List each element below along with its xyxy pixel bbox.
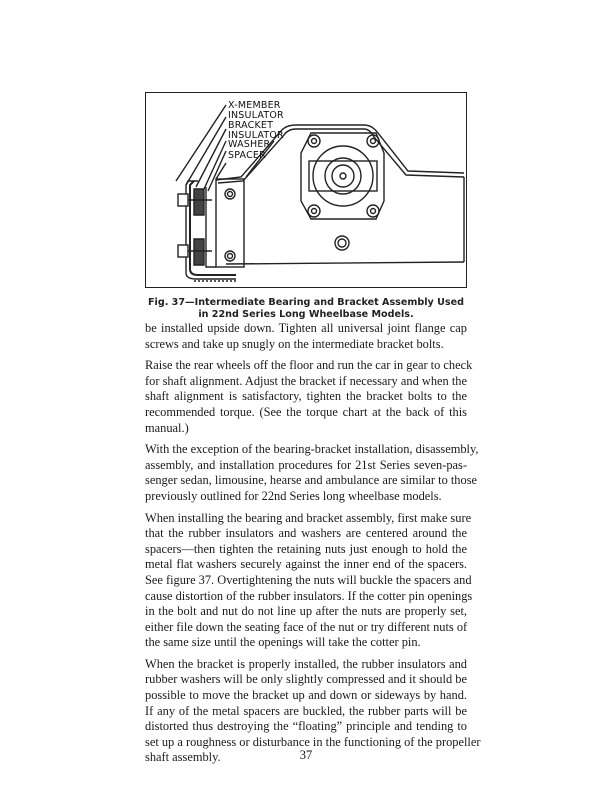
label-insulator-2: INSULATOR xyxy=(228,130,284,141)
text-line: rubber washers will be only slightly compressed and it should be xyxy=(145,672,467,687)
bearing-bracket-drawing xyxy=(146,93,468,289)
text-line: With the exception of the bearing-bracket installation, disassembly, xyxy=(145,442,479,457)
text-line: assembly, and installation procedures for 21st Series seven-pas- xyxy=(145,457,467,472)
label-spacer: SPACER xyxy=(228,150,266,161)
text-line: screws and take up snugly on the intermediate bracket bolts. xyxy=(145,336,444,351)
text-line: cause distortion of the rubber insulators. If the cotter pin openings xyxy=(145,588,473,603)
label-washer: WASHER xyxy=(228,139,271,150)
text-line: See figure 37. Overtightening the nuts will buckle the spacers and xyxy=(145,572,472,587)
text-line: If any of the metal spacers are buckled, the rubber parts will be xyxy=(145,703,467,718)
text-line: that the rubber insulators and washers are centered around the xyxy=(145,526,467,541)
text-line: Raise the rear wheels off the floor and run the car in gear to check xyxy=(145,358,473,373)
text-line: possible to move the bracket up and down or sideways by hand. xyxy=(145,688,467,703)
text-line: set up a roughness or disturbance in the functioning of the propeller xyxy=(145,734,481,749)
text-line: When installing the bearing and bracket assembly, first make sure xyxy=(145,510,472,525)
paragraph xyxy=(145,321,467,352)
text-line: either file down the seating face of the nut or try different nuts of xyxy=(145,619,468,634)
text-line: shaft assembly. xyxy=(145,750,221,765)
text-line: previously outlined for 22nd Series long wheelbase models. xyxy=(145,488,442,503)
text-line: recommended torque. (See the torque chart at the back of this xyxy=(145,404,467,419)
text-line: When the bracket is properly installed, the rubber insulators and xyxy=(145,656,467,671)
label-bracket: BRACKET xyxy=(228,120,274,131)
text-line: for shaft alignment. Adjust the bracket if necessary and when the xyxy=(145,373,467,388)
caption-line-2: in 22nd Series Long Wheelbase Models. xyxy=(198,308,414,320)
text-line: metal flat washers securely against the inner end of the spacers. xyxy=(145,557,467,572)
figure-37-diagram xyxy=(145,92,467,288)
text-line: manual.) xyxy=(145,420,189,435)
body-text xyxy=(145,321,481,772)
label-insulator: INSULATOR xyxy=(228,110,284,121)
text-line: shaft alignment is satisfactory, tighten the bracket bolts to the xyxy=(145,389,467,404)
text-line: senger sedan, limousine, hearse and ambulance are similar to those xyxy=(145,473,478,488)
caption-line-1: Fig. 37—Intermediate Bearing and Bracket Assembly Used xyxy=(147,297,465,308)
paragraph xyxy=(145,442,479,504)
paragraph xyxy=(145,358,473,436)
text-line: the same size until the openings will take the cotter pin. xyxy=(145,635,421,650)
text-line: be installed upside down. Tighten all universal joint flange cap xyxy=(145,321,467,335)
text-line: in the bolt and nut do not line up after the nuts are properly set, xyxy=(145,604,467,619)
text-line: spacers—then tighten the retaining nuts just enough to hold the xyxy=(145,541,467,556)
text-line: distorted thus destroying the “floating” principle and tending to xyxy=(145,719,467,734)
paragraph xyxy=(145,510,473,651)
label-x-member: X-MEMBER xyxy=(228,100,281,111)
page-number: 37 xyxy=(299,748,313,762)
figure-caption xyxy=(145,297,467,320)
